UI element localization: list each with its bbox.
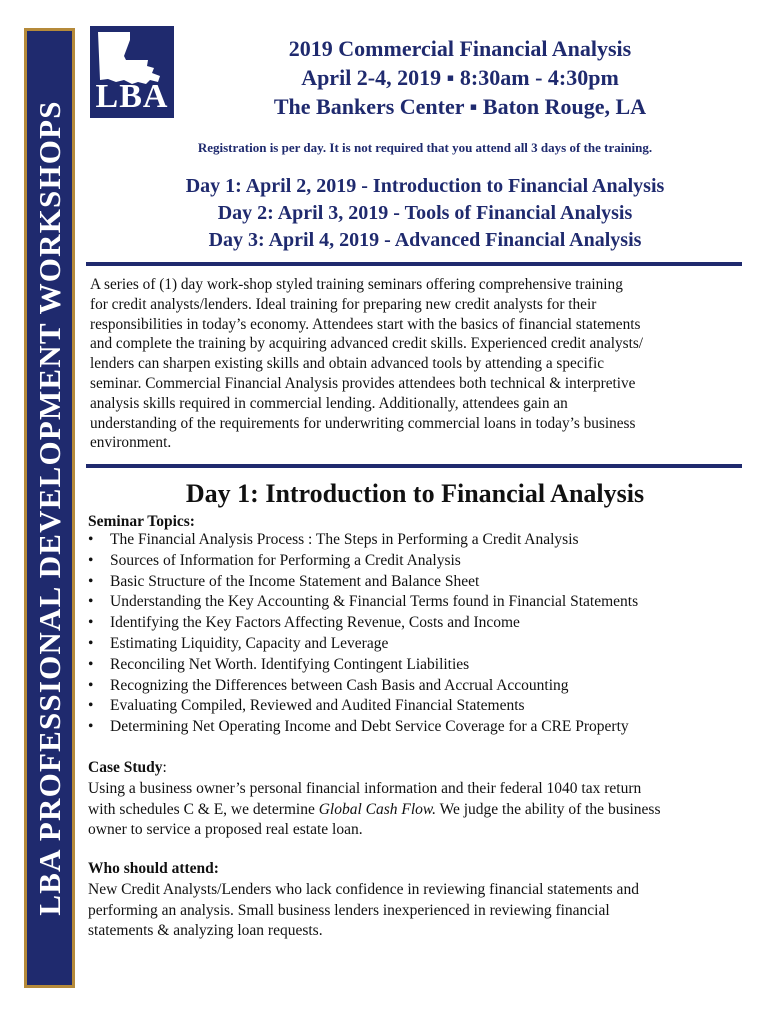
who-should-attend-section — [88, 859, 748, 942]
intro-line: responsibilities in today’s economy. Attendees start with the basics of financial statements — [90, 315, 641, 333]
bullet-icon: • — [88, 614, 94, 632]
bullet-icon: • — [88, 572, 94, 590]
event-dates-times: April 2-4, 2019 ▪ 8:30am - 4:30pm — [301, 65, 619, 90]
bullet-icon: • — [88, 593, 94, 611]
bullet-icon: • — [88, 634, 94, 652]
intro-line: environment. — [90, 434, 172, 452]
sidebar-banner — [24, 28, 75, 988]
list-item — [88, 592, 638, 613]
topic-text: The Financial Analysis Process : The Steps in Performing a Credit Analysis — [110, 531, 579, 548]
bullet-icon: • — [88, 718, 94, 736]
lba-logo — [90, 26, 174, 118]
topic-text: Sources of Information for Performing a Credit Analysis — [110, 551, 461, 569]
intro-line: seminar. Commercial Financial Analysis provides attendees both technical & interpretive — [90, 374, 636, 392]
topic-text: Reconciling Net Worth. Identifying Contingent Liabilities — [110, 655, 470, 673]
bullet-icon: • — [88, 531, 94, 548]
intro-line: for credit analysts/lenders. Ideal training for preparing new credit analysts for their — [90, 295, 597, 313]
case-study-text: We judge the ability of the business — [436, 800, 661, 818]
intro-line: lenders can sharpen existing skills and obtain advanced tools by attending a specific — [90, 355, 604, 373]
day3-schedule: Day 3: April 4, 2019 - Advanced Financial Analysis — [208, 229, 642, 251]
intro-line: understanding of the requirements for underwriting commercial loans in today’s business — [90, 414, 636, 432]
list-item — [88, 717, 638, 738]
case-study-colon: : — [162, 759, 167, 776]
case-study-heading — [88, 758, 748, 779]
case-study-line — [88, 800, 748, 821]
list-item — [88, 696, 638, 717]
event-location: The Bankers Center ▪ Baton Rouge, LA — [273, 94, 647, 119]
topic-text: Determining Net Operating Income and Debt Service Coverage for a CRE Property — [110, 718, 629, 736]
case-study-line: owner to service a proposed real estate loan. — [88, 821, 363, 839]
who-should-attend-label: Who should attend: — [88, 860, 219, 877]
event-header — [180, 34, 740, 121]
seminar-topics-list — [88, 530, 638, 738]
list-item — [88, 551, 638, 572]
day1-schedule: Day 1: April 2, 2019 - Introduction to Financial Analysis — [185, 175, 665, 197]
topic-text: Recognizing the Differences between Cash Basis and Accrual Accounting — [110, 676, 569, 694]
intro-line: and complete the training by acquiring advanced credit skills. Experienced credit analysts/ — [90, 335, 644, 353]
list-item — [88, 572, 638, 593]
topic-text: Evaluating Compiled, Reviewed and Audited Financial Statements — [110, 697, 525, 715]
global-cash-flow-term: Global Cash Flow. — [318, 800, 436, 818]
divider-top — [86, 262, 742, 266]
sidebar-title: LBA PROFESSIONAL DEVELOPMENT WORKSHOPS — [31, 100, 67, 916]
list-item — [88, 613, 638, 634]
case-study-section — [88, 758, 748, 841]
registration-note: Registration is per day. It is not required that you attend all 3 days of the training. — [197, 140, 653, 155]
intro-line: analysis skills required in commercial lending. Additionally, attendees gain an — [90, 394, 568, 412]
list-item — [88, 655, 638, 676]
case-study-line: Using a business owner’s personal financial information and their federal 1040 tax return — [88, 779, 642, 797]
bullet-icon: • — [88, 655, 94, 673]
logo-text: LBA — [95, 78, 169, 115]
who-line: statements & analyzing loan requests. — [88, 922, 323, 940]
day-schedule — [90, 173, 760, 254]
case-study-label: Case Study — [88, 759, 163, 776]
bullet-icon: • — [88, 676, 94, 694]
event-title: 2019 Commercial Financial Analysis — [288, 36, 632, 61]
bullet-icon: • — [88, 551, 94, 569]
bullet-icon: • — [88, 697, 94, 715]
list-item — [88, 634, 638, 655]
topic-text: Basic Structure of the Income Statement and Balance Sheet — [110, 572, 480, 590]
who-line: performing an analysis. Small business lenders inexperienced in reviewing financial — [88, 901, 610, 919]
topic-text: Estimating Liquidity, Capacity and Leverage — [110, 634, 389, 652]
intro-line: A series of (1) day work-shop styled training seminars offering comprehensive training — [90, 276, 623, 293]
day1-heading: Day 1: Introduction to Financial Analysis — [185, 479, 645, 508]
list-item — [88, 676, 638, 697]
topic-text: Identifying the Key Factors Affecting Revenue, Costs and Income — [110, 614, 520, 632]
seminar-topics-label: Seminar Topics: — [88, 513, 195, 530]
divider-middle — [86, 464, 742, 468]
list-item — [88, 530, 638, 551]
day2-schedule: Day 2: April 3, 2019 - Tools of Financial Analysis — [217, 202, 633, 224]
case-study-text: with schedules C & E, we determine — [88, 800, 319, 818]
who-line: New Credit Analysts/Lenders who lack confidence in reviewing financial statements and — [88, 880, 639, 898]
intro-paragraph — [90, 275, 740, 453]
topic-text: Understanding the Key Accounting & Financial Terms found in Financial Statements — [110, 593, 639, 611]
